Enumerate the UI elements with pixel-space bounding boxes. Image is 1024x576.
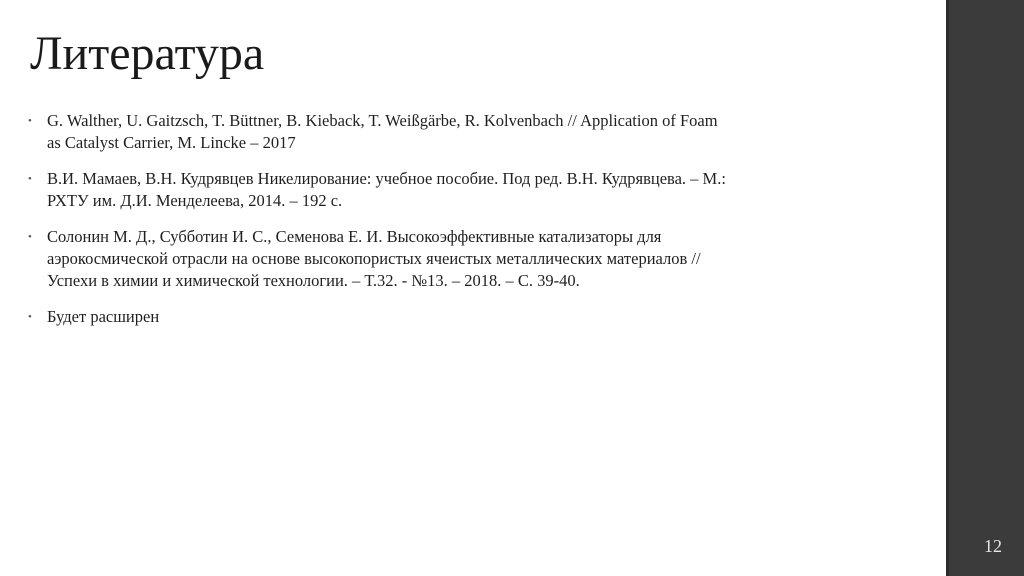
bullet-icon: • [28,311,32,323]
reference-item [28,306,728,328]
reference-item [28,226,728,292]
reference-text: Солонин М. Д., Субботин И. С., Семенова Е. И. Высокоэффективные катализаторы для аэрокосмической отрасли на основе высокопористых ячеистых металлических материалов // Успехи в химии и химической технологии. – Т.32. - №13. – 2018. – С. 39-40. [47,227,701,290]
bullet-icon: • [28,115,32,127]
bullet-icon: • [28,173,32,185]
reference-item [28,168,728,212]
reference-text: Будет расширен [47,307,160,326]
page-number: 12 [984,536,1002,556]
reference-list [28,110,728,342]
slide-title: Литература [30,27,265,80]
reference-item [28,110,728,154]
side-bar [946,0,1024,576]
reference-text: В.И. Мамаев, В.Н. Кудрявцев Никелирование: учебное пособие. Под ред. В.Н. Кудрявцева. – М.: РХТУ им. Д.И. Менделеева, 2014. – 192 с. [47,169,726,210]
reference-text: G. Walther, U. Gaitzsch, T. Büttner, B. Kieback, T. Weißgärbe, R. Kolvenbach // Application of Foam as Catalyst Carrier, M. Lincke – 2017 [47,111,718,152]
bullet-icon: • [28,231,32,243]
